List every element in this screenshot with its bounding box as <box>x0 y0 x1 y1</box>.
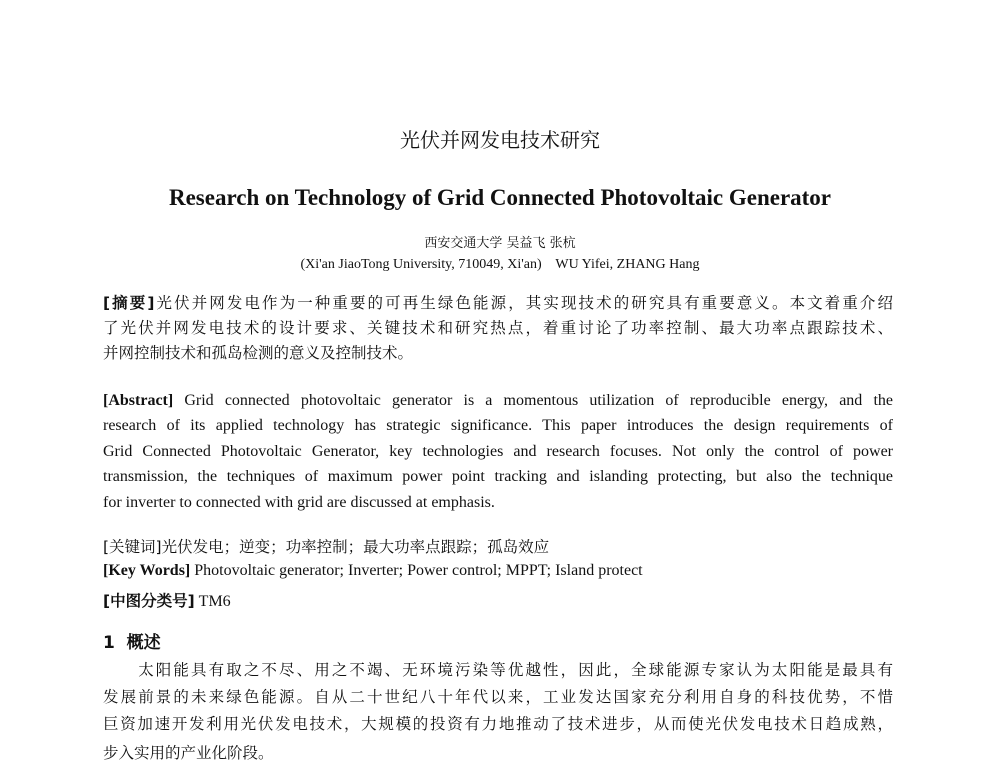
body-line: 巨资加速开发利用光伏发电技术，大规模的投资有力地推动了技术进步，从而使光伏发电技术日趋成熟， <box>103 715 893 733</box>
section-heading: 1 概述 <box>103 633 161 653</box>
abstract-en-line: for inverter to connected with grid are discussed at emphasis. <box>103 494 495 511</box>
body-line: 发展前景的未来绿色能源。自从二十世纪八十年代以来，工业发达国家充分利用自身的科技优势，不惜 <box>103 688 893 706</box>
keywords-en: [Key Words] Photovoltaic generator; Inverter; Power control; MPPT; Island protect <box>103 562 643 579</box>
title-english: Research on Technology of Grid Connected Photovoltaic Generator <box>168 185 832 210</box>
authors-english: (Xi'an JiaoTong University, 710049, Xi'an) WU Yifei, ZHANG Hang <box>300 257 700 272</box>
title-chinese: 光伏并网发电技术研究 <box>400 128 600 152</box>
classification-number: [中图分类号] TM6 <box>103 592 231 610</box>
abstract-en-line: [Abstract] Grid connected photovoltaic generator is a momentous utilization of reproducible energy, and the <box>103 392 893 409</box>
authors-chinese: 西安交通大学 吴益飞 张杭 <box>424 236 576 251</box>
abstract-cn-line: [摘要]光伏并网发电作为一种重要的可再生绿色能源，其实现技术的研究具有重要意义。本文着重介绍 <box>103 294 893 312</box>
abstract-cn-line: 并网控制技术和孤岛检测的意义及控制技术。 <box>103 344 414 362</box>
abstract-cn-label: [摘要] <box>103 294 155 312</box>
abstract-en-line: Grid Connected Photovoltaic Generator, key technologies and research focuses. Not only the control of power <box>103 443 893 460</box>
abstract-en-line: research of its applied technology has strategic significance. This paper introduces the design requirements of <box>103 417 893 434</box>
body-line: 步入实用的产业化阶段。 <box>103 744 274 762</box>
abstract-cn-line: 了光伏并网发电技术的设计要求、关键技术和研究热点，着重讨论了功率控制、最大功率点跟踪技术、 <box>103 319 893 337</box>
abstract-en-label: [Abstract] <box>103 392 174 409</box>
abstract-en-line: transmission, the techniques of maximum power point tracking and islanding protecting, but also the technique <box>103 468 893 485</box>
body-line: 太阳能具有取之不尽、用之不竭、无环境污染等优越性，因此，全球能源专家认为太阳能是最具有 <box>103 661 893 679</box>
keywords-cn: [关键词]光伏发电；逆变；功率控制；最大功率点跟踪；孤岛效应 <box>103 538 550 556</box>
